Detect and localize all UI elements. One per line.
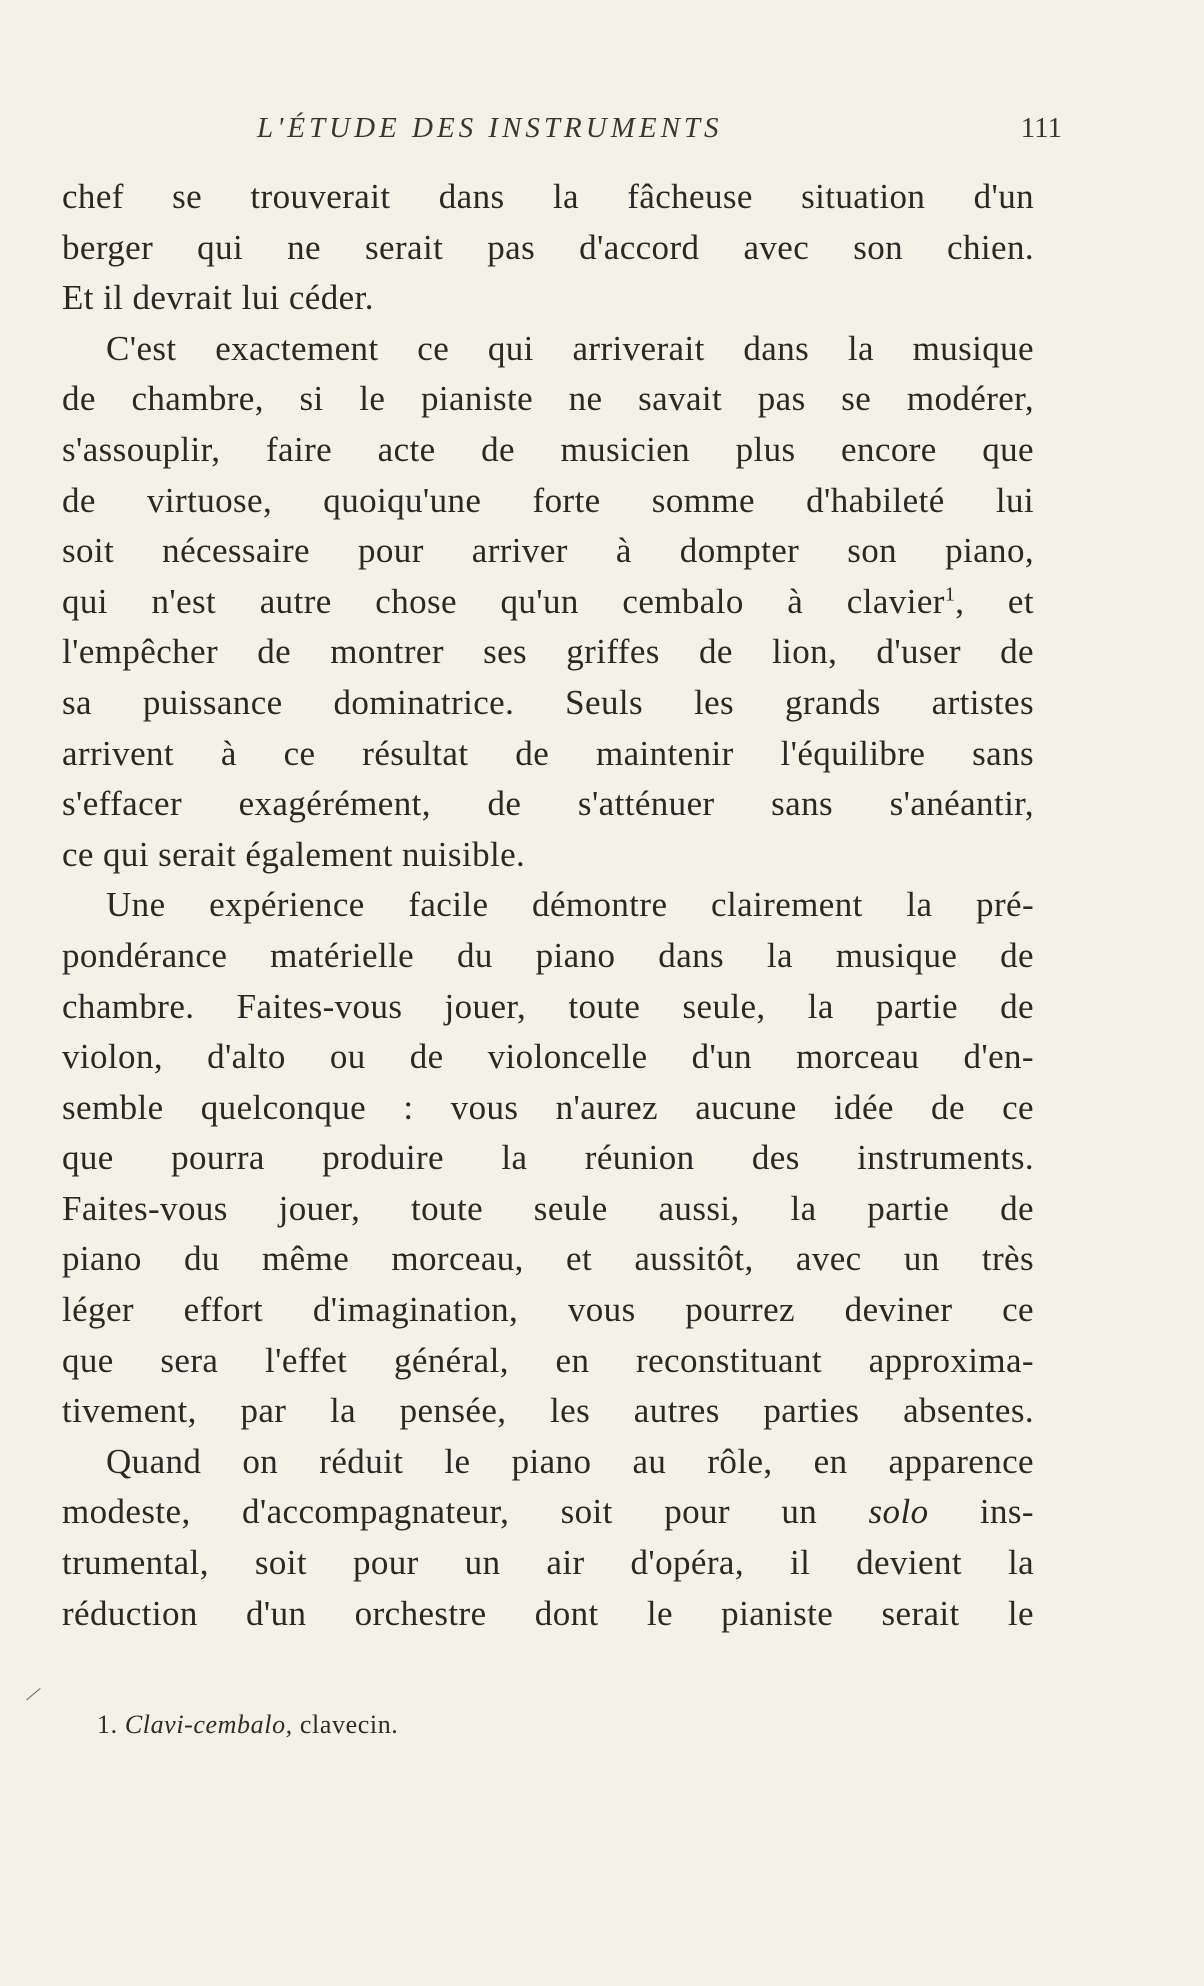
- text-line: chef se trouverait dans la fâcheuse situation d'un: [62, 177, 1034, 216]
- text-line: soit nécessaire pour arriver à dompter son piano,: [62, 531, 1034, 571]
- text-line: Une expérience facile démontre clairement la pré-: [106, 885, 1034, 925]
- text-line: réduction d'un orchestre dont le pianiste serait le: [62, 1593, 1034, 1633]
- text-line: léger effort d'imagination, vous pourrez deviner ce: [62, 1290, 1034, 1330]
- italic-term: solo: [868, 1492, 929, 1532]
- footnote-term: Clavi-cembalo,: [124, 1710, 293, 1739]
- running-title: L'ÉTUDE DES INSTRUMENTS: [257, 112, 723, 144]
- text-line: que sera l'effet général, en reconstituant approxima-: [62, 1340, 1034, 1380]
- text-line: Quand on réduit le piano au rôle, en apparence: [106, 1441, 1034, 1481]
- text-line: s'assouplir, faire acte de musicien plus encore que: [62, 429, 1034, 469]
- text-line: tivement, par la pensée, les autres parties absentes.: [62, 1391, 1034, 1431]
- margin-pencil-mark: [26, 1688, 49, 1711]
- text-line: sa puissance dominatrice. Seuls les grands artistes: [62, 682, 1034, 722]
- text-line: pondérance matérielle du piano dans la musique de: [62, 935, 1034, 975]
- text-line: l'empêcher de montrer ses griffes de lion, d'user de: [62, 632, 1034, 672]
- text-line: de virtuose, quoiqu'une forte somme d'habileté lui: [62, 480, 1034, 520]
- text-line: violon, d'alto ou de violoncelle d'un morceau d'en-: [62, 1037, 1034, 1077]
- text-line: semble quelconque : vous n'aurez aucune idée de ce: [62, 1087, 1034, 1127]
- text-line: C'est exactement ce qui arriverait dans la musique: [106, 328, 1034, 368]
- text-segment: qui n'est autre chose qu'un cembalo à clavier: [62, 581, 945, 621]
- text-line: que pourra produire la réunion des instruments.: [62, 1138, 1034, 1178]
- text-line: s'effacer exagérément, de s'atténuer sans s'anéantir,: [62, 784, 1034, 824]
- running-head: [62, 112, 1062, 152]
- text-line: de chambre, si le pianiste ne savait pas se modérer,: [62, 379, 1034, 419]
- text-segment: , et: [955, 581, 1034, 621]
- text-line: [62, 577, 1034, 628]
- text-line: piano du même morceau, et aussitôt, avec un très: [62, 1239, 1034, 1279]
- text-line: chambre. Faites-vous jouer, toute seule, la partie de: [62, 986, 1034, 1026]
- footnote-reference: 1: [944, 583, 956, 606]
- footnote-number: 1.: [97, 1710, 118, 1739]
- text-line: [62, 1487, 1034, 1538]
- text-line: trumental, soit pour un air d'opéra, il devient la: [62, 1543, 1034, 1583]
- footnote-definition: clavecin.: [299, 1710, 399, 1739]
- body-text: [62, 172, 1034, 1639]
- text-line: ce qui serait également nuisible.: [62, 834, 526, 874]
- footnote: [97, 1710, 398, 1740]
- text-line: arrivent à ce résultat de maintenir l'équilibre sans: [62, 733, 1034, 773]
- text-segment: ins-: [979, 1492, 1034, 1532]
- text-line: Et il devrait lui céder.: [62, 278, 374, 318]
- text-line: Faites-vous jouer, toute seule aussi, la partie de: [62, 1188, 1034, 1228]
- text-line: berger qui ne serait pas d'accord avec son chien.: [62, 227, 1034, 267]
- text-segment: modeste, d'accompagnateur, soit pour un: [62, 1492, 818, 1532]
- page-number: 111: [1020, 112, 1062, 144]
